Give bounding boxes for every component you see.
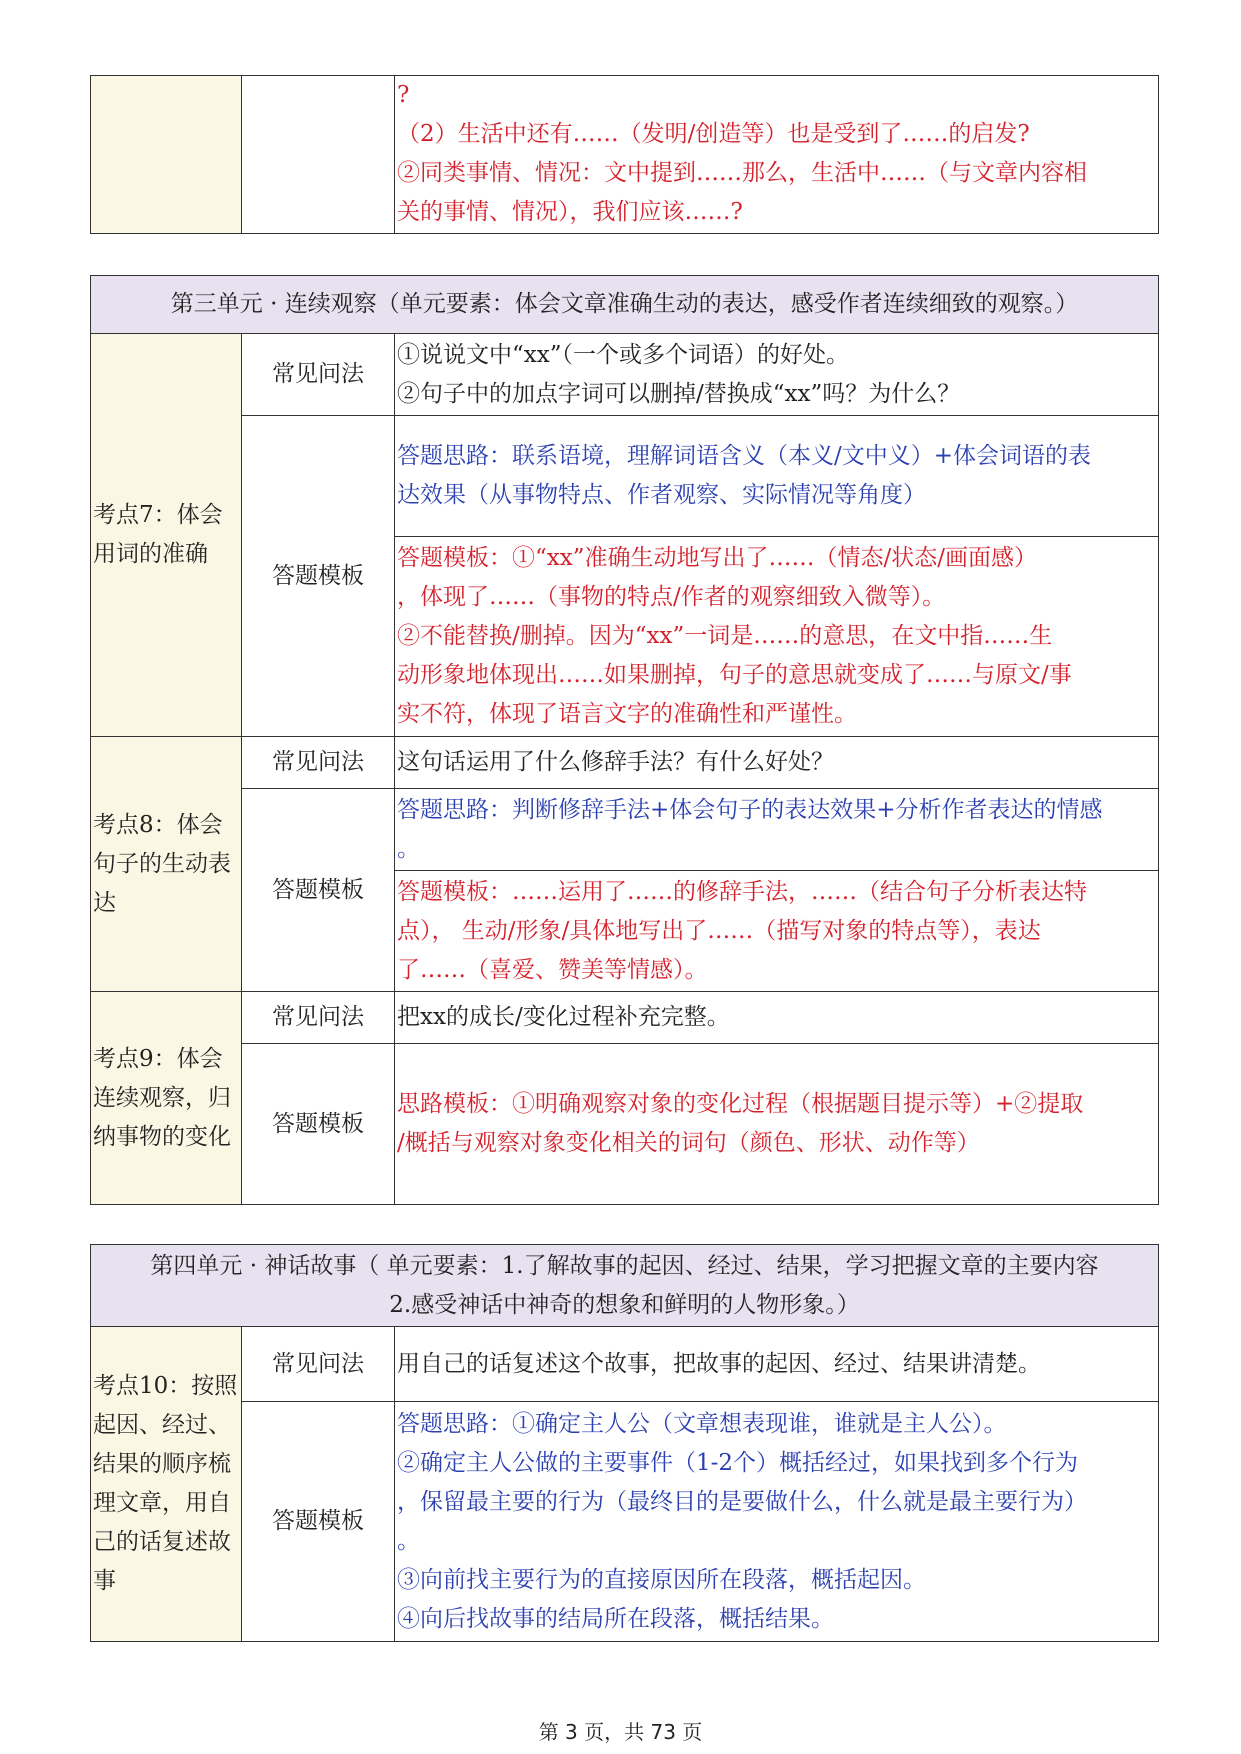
unit4-header xyxy=(91,1245,1159,1327)
k9-answer-label: 答题模板 xyxy=(242,1044,395,1205)
text-line: ①说说文中“xx”（一个或多个词语）的好处。 xyxy=(397,341,849,368)
text-line: 答题模板：①“xx”准确生动地写出了……（情态/状态/画面感） xyxy=(397,545,1037,571)
k7-template-cell xyxy=(395,537,1159,737)
text-line: 点）， 生动/形象/具体地写出了……（描写对象的特点等），表达 xyxy=(397,917,1041,944)
text-line: ②确定主人公做的主要事件（1-2个）概括经过，如果找到多个行为 xyxy=(397,1449,1079,1476)
unit4-header-line-2: 2.感受神话中神奇的想象和鲜明的人物形象。） xyxy=(389,1291,860,1318)
text-line: 实不符，体现了语言文字的准确性和严谨性。 xyxy=(397,701,857,727)
k9-topic: 考点9：体会连续观察，归纳事物的变化 xyxy=(91,992,242,1205)
k10-question-label: 常见问法 xyxy=(242,1327,395,1402)
text-line: 把xx的成长/变化过程补充完整。 xyxy=(397,1004,730,1030)
text-line: 用自己的话复述这个故事，把故事的起因、经过、结果讲清楚。 xyxy=(397,1350,1041,1377)
unit3-table xyxy=(90,275,1159,1205)
k10-think-cell xyxy=(395,1402,1159,1642)
text-line: ，体现了……（事物的特点/作者的观察细致入微等）。 xyxy=(397,584,946,610)
text-line: 。 xyxy=(397,835,420,862)
unit3-header: 第三单元 · 连续观察（单元要素：体会文章准确生动的表达，感受作者连续细致的观察。） xyxy=(91,276,1159,334)
text-line: 达效果（从事物特点、作者观察、实际情况等角度） xyxy=(397,482,926,508)
text-line: 这句话运用了什么修辞手法？有什么好处？ xyxy=(397,749,834,775)
page-number: 第 3 页，共 73 页 xyxy=(538,1720,703,1744)
k7-answer-label: 答题模板 xyxy=(242,416,395,737)
k8-question-cell xyxy=(395,737,1159,789)
k9-template-cell xyxy=(395,1044,1159,1205)
continued-table xyxy=(90,75,1159,234)
unit4-table xyxy=(90,1244,1159,1642)
text-line: 答题思路：判断修辞手法+体会句子的表达效果+分析作者表达的情感 xyxy=(397,796,1103,823)
text-line: （2）生活中还有……（发明/创造等）也是受到了……的启发? xyxy=(397,121,1030,147)
k8-template-cell xyxy=(395,871,1159,992)
text-line: 关的事情、情况），我们应该……? xyxy=(397,199,743,225)
k8-think-cell xyxy=(395,789,1159,871)
text-line: 动形象地体现出……如果删掉，句子的意思就变成了……与原文/事 xyxy=(397,662,1072,688)
continued-answer-cell xyxy=(395,76,1159,234)
text-line: 答题思路：①确定主人公（文章想表现谁，谁就是主人公）。 xyxy=(397,1410,1007,1437)
k8-topic: 考点8：体会句子的生动表达 xyxy=(91,737,242,992)
text-line: ③向前找主要行为的直接原因所在段落，概括起因。 xyxy=(397,1566,926,1593)
continued-label-cell xyxy=(242,76,395,234)
text-line: ，保留最主要的行为（最终目的是要做什么，什么就是最主要行为） xyxy=(397,1488,1087,1515)
text-line: 答题模板：……运用了……的修辞手法，……（结合句子分析表达特 xyxy=(397,878,1087,905)
continued-topic-cell xyxy=(91,76,242,234)
k8-question-label: 常见问法 xyxy=(242,737,395,789)
text-line: 思路模板：①明确观察对象的变化过程（根据题目提示等）+②提取 xyxy=(397,1091,1084,1117)
text-line: ④向后找故事的结局所在段落，概括结果。 xyxy=(397,1605,834,1632)
k8-answer-label: 答题模板 xyxy=(242,789,395,992)
k7-question-cell xyxy=(395,334,1159,416)
text-line: ? xyxy=(397,82,410,108)
k7-question-label: 常见问法 xyxy=(242,334,395,416)
k10-question-cell xyxy=(395,1327,1159,1402)
k10-answer-label: 答题模板 xyxy=(242,1402,395,1642)
k9-question-cell xyxy=(395,992,1159,1044)
k10-topic: 考点10：按照起因、经过、结果的顺序梳理文章，用自己的话复述故事 xyxy=(91,1327,242,1642)
text-line: ②同类事情、情况：文中提到……那么，生活中……（与文章内容相 xyxy=(397,160,1087,186)
unit4-header-line-1: 第四单元 · 神话故事（ 单元要素：1.了解故事的起因、经过、结果，学习把握文章的主要内容 xyxy=(150,1252,1099,1279)
k7-topic: 考点7：体会用词的准确 xyxy=(91,334,242,737)
text-line: 答题思路：联系语境，理解词语含义（本义/文中义）+体会词语的表 xyxy=(397,443,1092,469)
text-line: 。 xyxy=(397,1527,420,1554)
text-line: 了……（喜爱、赞美等情感）。 xyxy=(397,956,708,983)
k9-question-label: 常见问法 xyxy=(242,992,395,1044)
text-line: /概括与观察对象变化相关的词句（颜色、形状、动作等） xyxy=(397,1130,980,1156)
text-line: ②句子中的加点字词可以删掉/替换成“xx”吗？为什么？ xyxy=(397,380,961,407)
text-line: ②不能替换/删掉。因为“xx”一词是……的意思，在文中指……生 xyxy=(397,623,1053,649)
k7-think-cell xyxy=(395,416,1159,537)
